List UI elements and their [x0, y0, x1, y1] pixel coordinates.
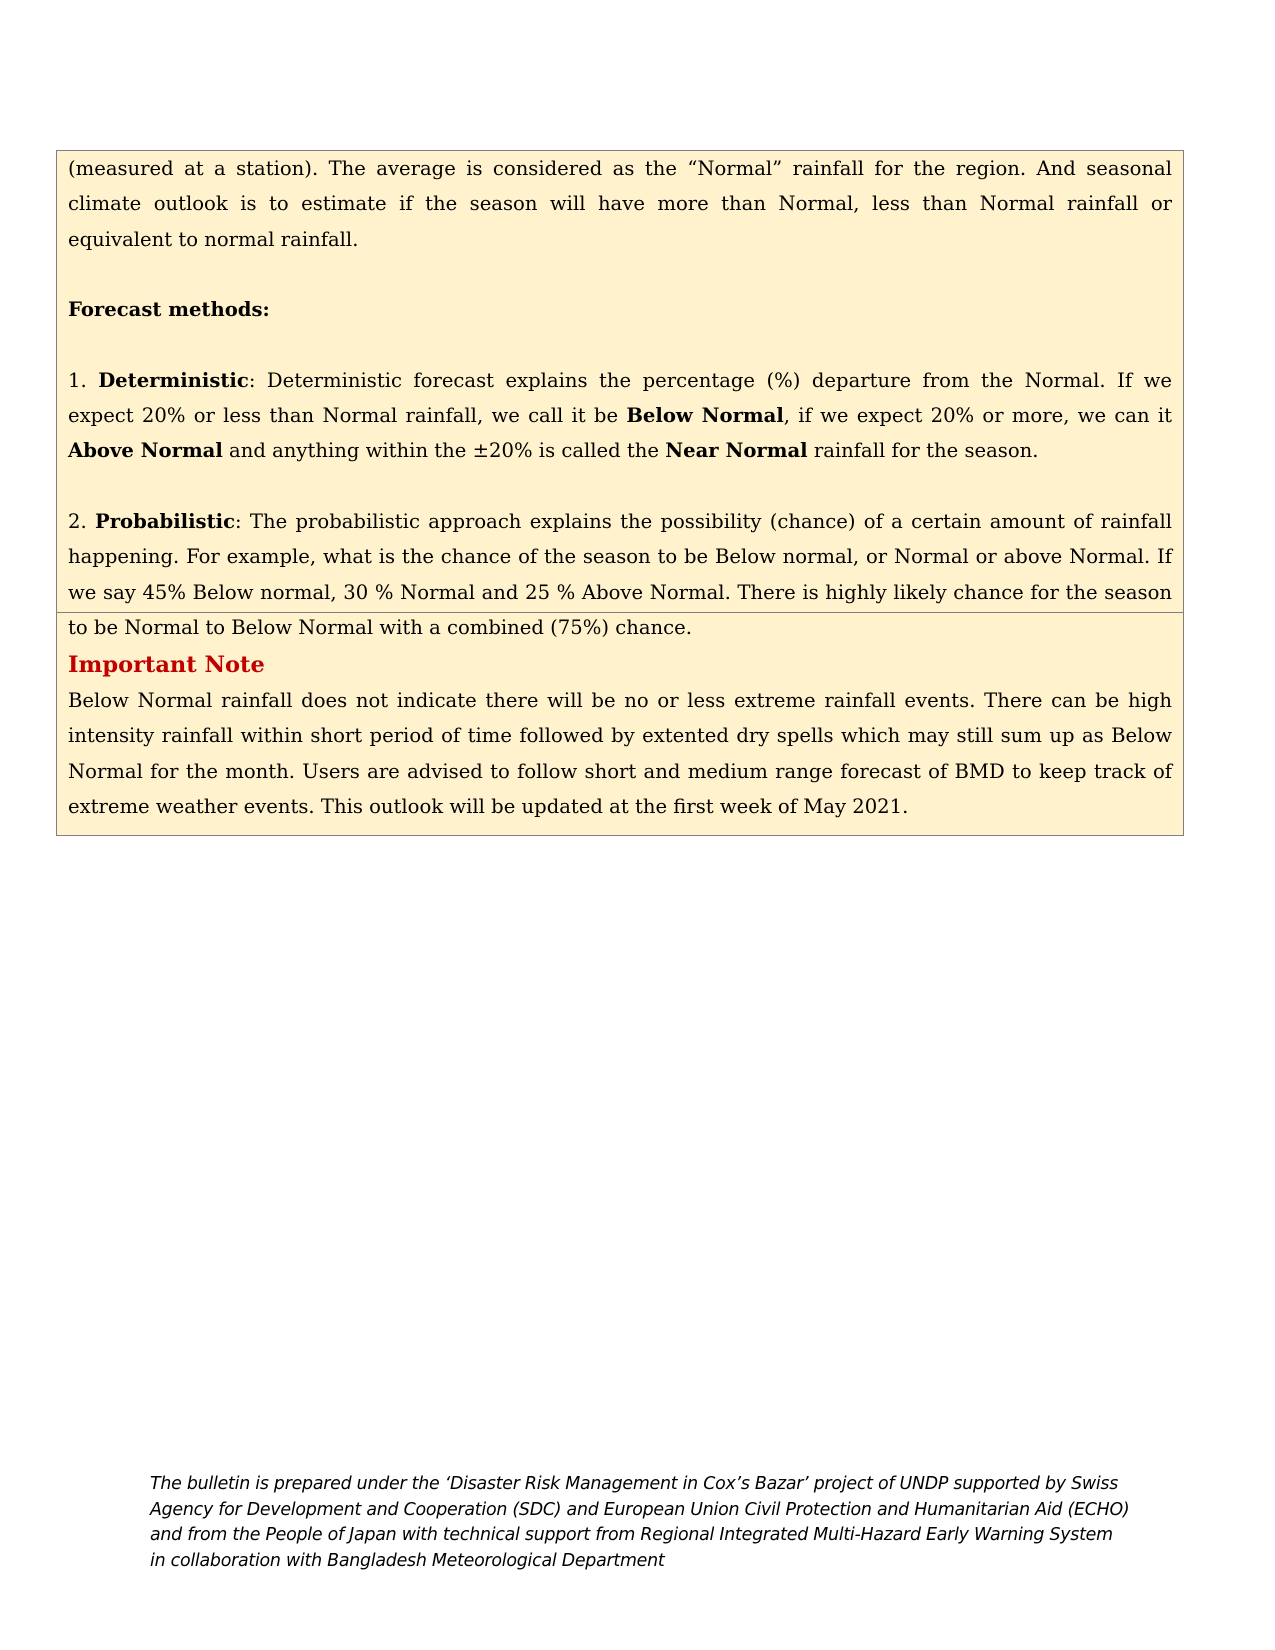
footer-line: The bulletin is prepared under the ‘Disaster Risk Management in Cox’s Bazar’ project of UNDP supported by Swiss	[150, 1474, 1119, 1494]
spacer	[68, 469, 1172, 504]
deterministic-term: Deterministic	[98, 368, 249, 392]
deterministic-number: 1.	[68, 368, 99, 392]
probabilistic-term: Probabilistic	[95, 509, 236, 533]
probabilistic-number: 2.	[68, 509, 95, 533]
near-normal-term: Near Normal	[665, 439, 808, 463]
deterministic-text-2: , if we expect 20% or more, we can it	[783, 404, 1172, 428]
important-note-text: Below Normal rainfall does not indicate there will be no or less extreme rainfall events. There can be high intensity rainfall within short period of time followed by extented dry spells which may still sum up as Below Normal for the month. Users are advised to follow short and medium range forecast of BMD to keep track of extreme weather events. This outlook will be updated at the first week of May 2021.	[68, 689, 1172, 818]
footer-line: and from the People of Japan with technical support from Regional Integrated Multi-Hazard Early Warning System	[150, 1525, 1113, 1545]
important-note-cell	[57, 613, 1183, 835]
spacer	[68, 257, 1172, 292]
intro-paragraph: (measured at a station). The average is considered as the “Normal” rainfall for the region. And seasonal climate outlook is to estimate if the season will have more than Normal, less than Normal rainfall or equivalent to normal rainfall.	[68, 157, 1172, 251]
probabilistic-text: : The probabilistic approach explains the possibility (chance) of a certain amount of rainfall happening. For example, what is the chance of the season to be Below normal, or Normal or above Normal. If we say 45% Below normal, 30 % Normal and 25 % Above Normal. There is highly likely chance for the season to be Normal to Below Normal with a combined (75%) chance.	[68, 509, 1172, 639]
footer-credits	[150, 1472, 1140, 1574]
above-normal-term: Above Normal	[68, 439, 223, 463]
deterministic-text-4: rainfall for the season.	[807, 439, 1039, 463]
footer-line: in collaboration with Bangladesh Meteorological Department	[150, 1550, 665, 1571]
important-note-heading: Important Note	[68, 652, 265, 678]
spacer	[68, 327, 1172, 362]
forecast-methods-heading	[68, 292, 1172, 327]
deterministic-text-3: and anything within the ±20% is called the	[222, 439, 666, 463]
below-normal-term: Below Normal	[626, 404, 784, 428]
deterministic-text-1: : Deterministic forecast explains the percentage (%) departure from the Normal. If we expect 20% or less than Normal rainfall, we call it be	[68, 368, 1172, 428]
info-table	[56, 150, 1184, 836]
deterministic-paragraph	[68, 363, 1172, 469]
forecast-methods-cell	[57, 151, 1183, 639]
forecast-methods-heading-text: Forecast methods:	[68, 298, 270, 322]
footer-line: Agency for Development and Cooperation (SDC) and European Union Civil Protection and Humanitarian Aid (ECHO)	[150, 1499, 1130, 1520]
